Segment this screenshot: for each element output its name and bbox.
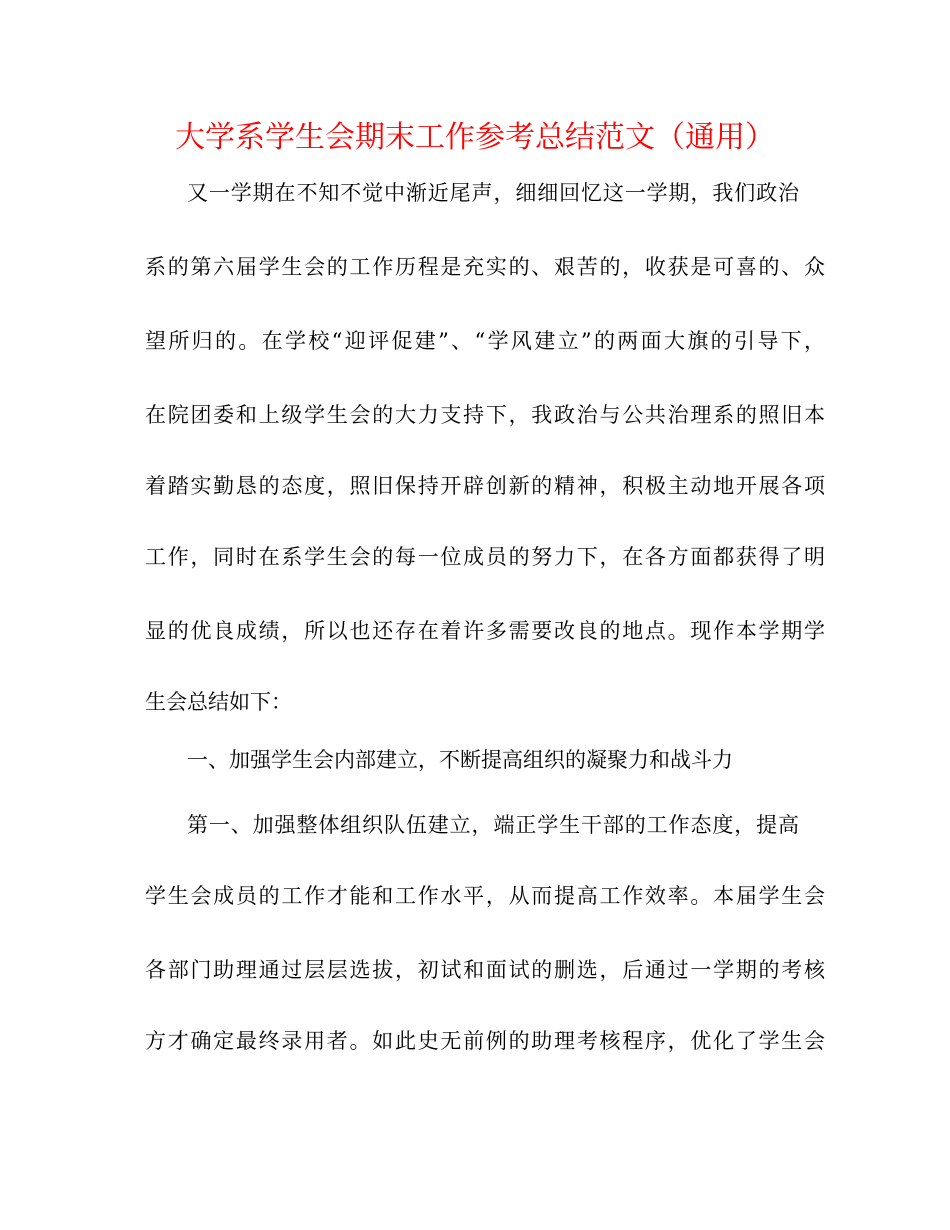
paragraph-line: 方才确定最终录用者。如此史无前例的助理考核程序，优化了学生会 [145,1029,825,1053]
paragraph-line: 在院团委和上级学生会的大力支持下，我政治与公共治理系的照旧本 [145,403,825,427]
paragraph-line: 生会总结如下： [145,690,292,714]
paragraph-line: 工作，同时在系学生会的每一位成员的努力下，在各方面都获得了明 [145,545,825,569]
document-title: 大学系学生会期末工作参考总结范文（通用） [175,120,775,155]
paragraph-line: 显的优良成绩，所以也还存在着许多需要改良的地点。现作本学期学 [145,619,825,643]
paragraph-line: 第一、加强整体组织队伍建立，端正学生干部的工作态度，提高 [187,813,799,837]
paragraph-line: 学生会成员的工作才能和工作水平，从而提高工作效率。本届学生会 [145,884,825,908]
paragraph-line: 望所归的。在学校“迎评促建”、“学风建立”的两面大旗的引导下， [145,329,825,353]
section-heading: 一、加强学生会内部建立，不断提高组织的凝聚力和战斗力 [187,748,733,772]
paragraph-line: 又一学期在不知不觉中渐近尾声，细细回忆这一学期，我们政治 [187,181,799,205]
paragraph-line: 系的第六届学生会的工作历程是充实的、艰苦的，收获是可喜的、众 [145,255,825,279]
paragraph-line: 各部门助理通过层层选拔，初试和面试的删选，后通过一学期的考核 [145,958,825,982]
paragraph-line: 着踏实勤恳的态度，照旧保持开辟创新的精神，积极主动地开展各项 [145,474,825,498]
